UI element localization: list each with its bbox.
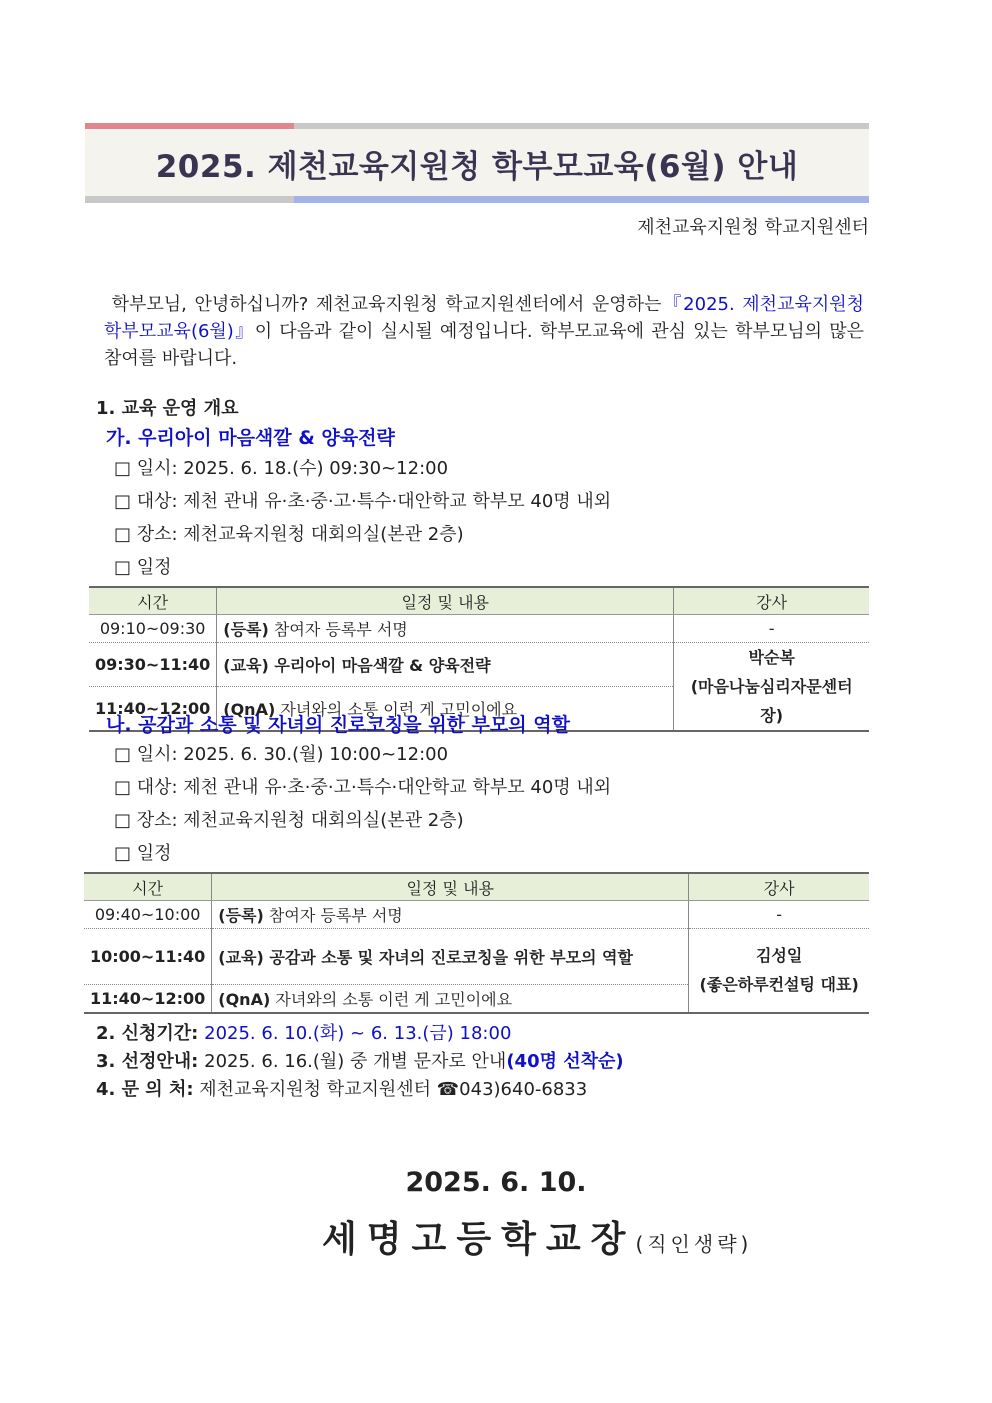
- row-content: [212, 929, 689, 985]
- section-3-emphasis: (40명 선착순): [506, 1051, 624, 1072]
- row-tag: (QnA): [223, 700, 276, 720]
- signer-name: 세명고등학교장: [322, 1219, 636, 1260]
- program-b-title: 나. 공감과 소통 및 자녀의 진로코칭을 위한 부모의 역할: [106, 714, 570, 736]
- program-b-target: □ 대상: 제천 관내 유·초·중·고·특수·대안학교 학부모 40명 내외: [114, 777, 612, 798]
- section-4-value: 제천교육지원청 학교지원센터 ☎043)640-6833: [199, 1079, 588, 1100]
- lecturer-name: 박순복: [748, 648, 795, 667]
- table-header-row: [84, 873, 869, 901]
- table-row: [84, 901, 869, 929]
- row-text: 참여자 등록부 서명: [268, 906, 403, 925]
- lecturer-cell: [674, 643, 869, 732]
- row-text: 자녀와의 소통 이런 게 고민이에요: [275, 989, 513, 1009]
- header-lecturer: 강사: [689, 873, 869, 901]
- header-content: 일정 및 내용: [217, 587, 674, 615]
- row-time: 09:40~10:00: [84, 901, 212, 929]
- signature-line: [322, 1211, 752, 1262]
- table-row: [89, 643, 869, 687]
- lecturer-org: (좋은하루컨설팅 대표): [699, 975, 859, 995]
- section-3-label: 3. 선정안내:: [96, 1051, 199, 1072]
- program-b-schedule-label: □ 일정: [114, 843, 172, 864]
- row-time: 10:00~11:40: [84, 929, 212, 985]
- header-time: 시간: [89, 587, 217, 615]
- program-b-place: □ 장소: 제천교육지원청 대회의실(본관 2층): [114, 810, 464, 831]
- row-tag: (등록): [218, 906, 264, 925]
- title-bar-bottom-left: [85, 196, 294, 203]
- row-time: 09:10~09:30: [89, 615, 217, 643]
- section-4: [96, 1075, 587, 1101]
- header-content: 일정 및 내용: [212, 873, 689, 901]
- program-a-title: 가. 우리아이 마음색깔 & 양육전략: [106, 427, 395, 449]
- program-b-schedule-table: [84, 872, 869, 1014]
- seal-omitted-note: (직인생략): [635, 1232, 753, 1256]
- section-1-heading: 1. 교육 운영 개요: [96, 398, 239, 419]
- table-row: [89, 615, 869, 643]
- row-lecturer: -: [674, 615, 869, 643]
- row-text: 자녀와의 소통 이런 게 고민이에요: [280, 700, 518, 720]
- row-time: 09:30~11:40: [89, 643, 217, 687]
- section-3: [96, 1047, 624, 1073]
- header-time: 시간: [84, 873, 212, 901]
- row-content: [212, 901, 689, 929]
- row-lecturer: -: [689, 901, 869, 929]
- page-title: 2025. 제천교육지원청 학부모교육(6월) 안내: [155, 149, 799, 185]
- row-time: 11:40~12:00: [84, 985, 212, 1013]
- section-2: [96, 1019, 511, 1045]
- row-content: [212, 985, 689, 1013]
- lecturer-name: 김성일: [755, 946, 803, 966]
- row-time: 11:40~12:00: [89, 687, 217, 731]
- intro-paragraph: [104, 291, 864, 372]
- program-a-schedule-label: □ 일정: [114, 557, 172, 578]
- lecturer-org: (마음나눔심리자문센터장): [690, 677, 853, 725]
- section-4-label: 4. 문 의 처:: [96, 1079, 194, 1100]
- section-2-value: 2025. 6. 10.(화) ~ 6. 13.(금) 18:00: [204, 1023, 512, 1044]
- issue-date: 2025. 6. 10.: [405, 1167, 587, 1198]
- row-tag: (교육): [223, 656, 269, 676]
- issuing-organization: 제천교육지원청 학교지원센터: [637, 217, 869, 238]
- intro-highlight: 『2025. 제천교육지원청 학부모교육(6월)』: [104, 294, 864, 342]
- intro-text-2: 이 다음과 같이 실시될 예정입니다. 학부모교육에 관심 있는 학부모님의 많은 참여를 바랍니다.: [104, 321, 865, 369]
- program-a-date: □ 일시: 2025. 6. 18.(수) 09:30~12:00: [114, 458, 449, 479]
- row-text: 우리아이 마음색깔 & 양육전략: [274, 656, 491, 676]
- program-a-place: □ 장소: 제천교육지원청 대회의실(본관 2층): [114, 524, 464, 545]
- lecturer-cell: [689, 929, 869, 1013]
- table-header-row: [89, 587, 869, 615]
- section-3-value: 2025. 6. 16.(월) 중 개별 문자로 안내: [204, 1051, 507, 1072]
- program-a-target: □ 대상: 제천 관내 유·초·중·고·특수·대안학교 학부모 40명 내외: [114, 491, 612, 512]
- row-text: 공감과 소통 및 자녀의 진로코칭을 위한 부모의 역할: [269, 948, 633, 967]
- intro-text-1: 학부모님, 안녕하십니까? 제천교육지원청 학교지원센터에서 운영하는: [111, 294, 662, 315]
- row-content: [217, 615, 674, 643]
- row-tag: (등록): [223, 620, 269, 639]
- row-tag: (QnA): [218, 989, 271, 1009]
- table-row: [84, 929, 869, 985]
- program-b-date: □ 일시: 2025. 6. 30.(월) 10:00~12:00: [114, 744, 449, 765]
- row-tag: (교육): [218, 948, 264, 967]
- header-lecturer: 강사: [674, 587, 869, 615]
- row-text: 참여자 등록부 서명: [273, 620, 408, 639]
- title-bar-accent-right: [294, 196, 869, 203]
- row-content: [217, 643, 674, 687]
- section-2-label: 2. 신청기간:: [96, 1023, 199, 1044]
